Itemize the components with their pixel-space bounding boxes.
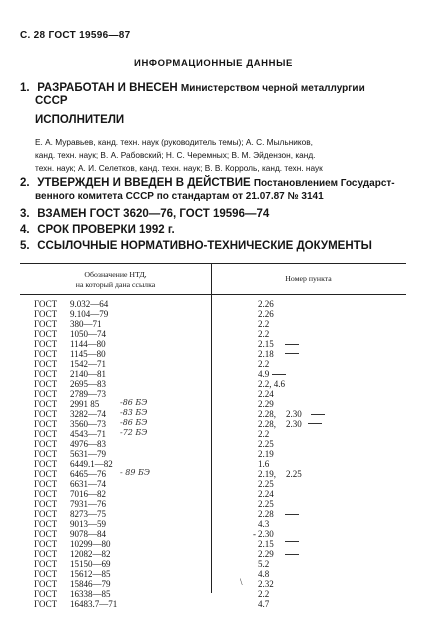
section-title: ИНФОРМАЦИОННЫЕ ДАННЫЕ [134,58,293,69]
section-1-line2: СССР [35,95,68,107]
document-number: 1050—74 [70,329,106,339]
table-header-document [20,270,211,290]
table-row [0,599,427,611]
clause-number: 2.28 [258,509,274,519]
clause-number: 2.2 [258,329,270,339]
document-number: 2789—73 [70,389,106,399]
gost-label: ГОСТ [34,559,58,569]
gost-label: ГОСТ [34,309,58,319]
document-number: 6449.1—82 [70,459,113,469]
handwritten-dash [272,374,286,375]
clause-number: 2.29 [258,399,274,409]
table-header-clause: Номер пункта [285,274,332,283]
gost-label: ГОСТ [34,389,58,399]
clause-number: 2.2 [258,429,270,439]
document-number: 1145—80 [70,349,106,359]
handwritten-dash [285,353,299,354]
clause-number-2: 2.25 [286,469,302,479]
executors-line-3: техн. наук; А. И. Селетков, канд. техн. наук; В. В. Корроль, канд. техн. наук [35,163,323,173]
clause-number: 2.2 [258,319,270,329]
gost-label: ГОСТ [34,349,58,359]
section-1-text: Министерством черной металлургии [180,83,365,94]
table-header-rule [20,294,406,295]
gost-label: ГОСТ [34,549,58,559]
gost-label: ГОСТ [34,599,58,609]
executors-line-1: Е. А. Муравьев, канд. техн. наук (руководитель темы); А. С. Мыльников, [35,137,313,147]
section-2 [20,177,395,190]
clause-number-2: 2.30 [286,409,302,419]
clause-number: 1.6 [258,459,270,469]
document-number: 1542—71 [70,359,106,369]
clause-number: 4.9 [258,369,270,379]
document-number: 15612—85 [70,569,111,579]
page-header: С. 28 ГОСТ 19596—87 [20,30,131,41]
clause-number: 5.2 [258,559,270,569]
document-number: 15150—69 [70,559,111,569]
handwritten-mark: - [253,529,256,539]
table-header-document-line1: Обозначение НТД, [84,270,147,279]
section-4-heading: СРОК ПРОВЕРКИ 1992 г. [37,224,175,236]
gost-label: ГОСТ [34,519,58,529]
clause-number: 2.24 [258,389,274,399]
clause-number: 4.8 [258,569,270,579]
handwritten-note: -86 БЭ [120,398,148,407]
clause-number: 2.32 [258,579,274,589]
section-2-text: Постановлением Государст- [253,178,395,189]
clause-number: 2.2 [258,359,270,369]
clause-number: 2.25 [258,479,274,489]
handwritten-note: -86 БЭ [120,418,148,427]
clause-number: 2.26 [258,299,274,309]
handwritten-dash [311,414,325,415]
gost-label: ГОСТ [34,429,58,439]
document-number: 5631—79 [70,449,106,459]
table-top-rule [20,263,406,264]
section-4-number: 4. [20,224,30,236]
document-number: 7931—76 [70,499,106,509]
handwritten-note: - 89 БЭ [120,468,150,477]
section-5-heading: ССЫЛОЧНЫЕ НОРМАТИВНО-ТЕХНИЧЕСКИЕ ДОКУМЕНТЫ [37,240,372,252]
section-5-number: 5. [20,240,30,252]
clause-number: 2.25 [258,439,274,449]
gost-label: ГОСТ [34,499,58,509]
clause-number: 4.7 [258,599,270,609]
handwritten-dash [285,344,299,345]
gost-label: ГОСТ [34,299,58,309]
table-header-document-line2: на который дана ссылка [75,280,156,289]
handwritten-dash [285,514,299,515]
clause-number: 2.2, 4.6 [258,379,285,389]
section-4 [20,224,175,237]
clause-number-2: 2.30 [286,419,302,429]
section-2-heading: УТВЕРЖДЕН И ВВЕДЕН В ДЕЙСТВИЕ [37,177,251,189]
document-number: 380—71 [70,319,102,329]
document-number: 3282—74 [70,409,106,419]
clause-number: 4.3 [258,519,270,529]
gost-label: ГОСТ [34,339,58,349]
executors-line-2: канд. техн. наук; В. А. Рабовский; Н. С. Черемных; В. М. Эйдензон, канд. [35,150,316,160]
document-number: 3560—73 [70,419,106,429]
document-number: 2991 85 [70,399,100,409]
section-3-number: 3. [20,208,30,220]
clause-number: 2.28, [258,409,276,419]
clause-number: 2.25 [258,499,274,509]
gost-label: ГОСТ [34,319,58,329]
gost-label: ГОСТ [34,539,58,549]
clause-number: 2.26 [258,309,274,319]
gost-label: ГОСТ [34,589,58,599]
document-number: 12082—82 [70,549,111,559]
gost-label: ГОСТ [34,459,58,469]
handwritten-mark: \ [240,577,243,587]
document-number: 2695—83 [70,379,106,389]
gost-label: ГОСТ [34,439,58,449]
document-number: 10299—80 [70,539,111,549]
gost-label: ГОСТ [34,509,58,519]
section-1-number: 1. [20,82,30,94]
document-number: 16338—85 [70,589,111,599]
gost-label: ГОСТ [34,399,58,409]
clause-number: 2.15 [258,539,274,549]
gost-label: ГОСТ [34,379,58,389]
section-1-heading: РАЗРАБОТАН И ВНЕСЕН [37,82,178,94]
gost-label: ГОСТ [34,359,58,369]
gost-label: ГОСТ [34,489,58,499]
gost-label: ГОСТ [34,529,58,539]
document-number: 7016—82 [70,489,106,499]
document-number: 9078—84 [70,529,106,539]
section-2-line2: венного комитета СССР по стандартам от 21.07.87 № 3141 [35,191,324,202]
gost-label: ГОСТ [34,479,58,489]
section-1 [20,82,365,95]
handwritten-dash [285,541,299,542]
gost-label: ГОСТ [34,469,58,479]
section-3 [20,208,269,221]
gost-label: ГОСТ [34,369,58,379]
document-number: 6631—74 [70,479,106,489]
clause-number: 2.30 [258,529,274,539]
document-number: 4543—71 [70,429,106,439]
clause-number: 2.19 [258,449,274,459]
gost-label: ГОСТ [34,449,58,459]
handwritten-dash [285,554,299,555]
clause-number: 2.15 [258,339,274,349]
clause-number: 2.28, [258,419,276,429]
clause-number: 2.29 [258,549,274,559]
section-3-heading: ВЗАМЕН ГОСТ 3620—76, ГОСТ 19596—74 [37,208,270,220]
gost-label: ГОСТ [34,579,58,589]
document-number: 9.032—64 [70,299,109,309]
gost-label: ГОСТ [34,569,58,579]
document-number: 2140—81 [70,369,106,379]
document-number: 4976—83 [70,439,106,449]
section-2-number: 2. [20,177,30,189]
handwritten-note: -72 БЭ [120,428,148,437]
document-number: 8273—75 [70,509,106,519]
document-number: 6465—76 [70,469,106,479]
gost-label: ГОСТ [34,329,58,339]
handwritten-note: -83 БЭ [120,408,148,417]
document-number: 15846—79 [70,579,111,589]
clause-number: 2.19, [258,469,276,479]
handwritten-dash [308,423,322,424]
document-number: 1144—80 [70,339,106,349]
executors-title: ИСПОЛНИТЕЛИ [35,114,125,126]
gost-label: ГОСТ [34,419,58,429]
document-number: 9.104—79 [70,309,109,319]
clause-number: 2.18 [258,349,274,359]
document-number: 9013—59 [70,519,106,529]
document-number: 16483.7—71 [70,599,118,609]
clause-number: 2.24 [258,489,274,499]
clause-number: 2.2 [258,589,270,599]
gost-label: ГОСТ [34,409,58,419]
section-5 [20,240,372,253]
